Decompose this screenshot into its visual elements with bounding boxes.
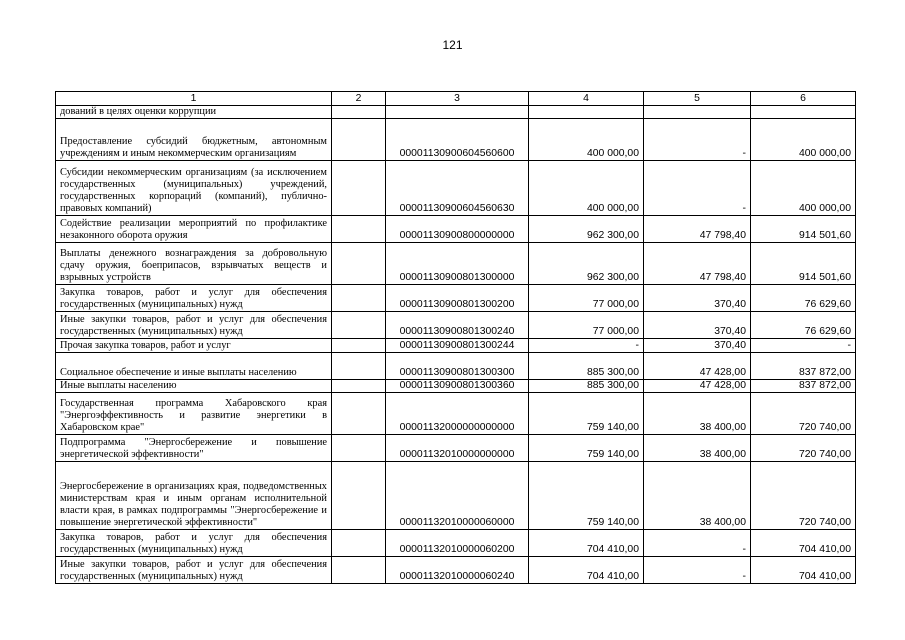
row-code: 00001130900800000000 bbox=[386, 216, 529, 243]
row-done: 370,40 bbox=[644, 312, 751, 339]
row-code: 00001130900801300000 bbox=[386, 243, 529, 285]
row-code: 00001132010000060000 bbox=[386, 462, 529, 530]
row-name: Содействие реализации мероприятий по профилактике незаконного оборота оружия bbox=[56, 216, 332, 243]
row-code: 00001132010000060240 bbox=[386, 557, 529, 584]
row-plan: 400 000,00 bbox=[529, 161, 644, 216]
row-col2 bbox=[332, 106, 386, 119]
row-rest: 400 000,00 bbox=[751, 119, 856, 161]
row-code: 00001130900801300200 bbox=[386, 285, 529, 312]
table-row bbox=[56, 161, 856, 216]
table-row bbox=[56, 339, 856, 353]
row-plan bbox=[529, 106, 644, 119]
row-done: 370,40 bbox=[644, 285, 751, 312]
row-done: - bbox=[644, 530, 751, 557]
header-col-2: 2 bbox=[332, 92, 386, 106]
row-plan: 77 000,00 bbox=[529, 312, 644, 339]
row-name: Государственная программа Хабаровского края "Энергоэффективность и развитие энергетики в Хабаровском крае" bbox=[56, 393, 332, 435]
header-col-5: 5 bbox=[644, 92, 751, 106]
row-plan: 962 300,00 bbox=[529, 243, 644, 285]
row-code: 00001130900604560630 bbox=[386, 161, 529, 216]
row-col2 bbox=[332, 285, 386, 312]
row-done: 47 428,00 bbox=[644, 353, 751, 380]
row-col2 bbox=[332, 216, 386, 243]
row-rest bbox=[751, 106, 856, 119]
row-code: 00001130900801300240 bbox=[386, 312, 529, 339]
row-col2 bbox=[332, 353, 386, 380]
table-row bbox=[56, 380, 856, 393]
row-rest: 837 872,00 bbox=[751, 353, 856, 380]
row-rest: 837 872,00 bbox=[751, 380, 856, 393]
table-row bbox=[56, 435, 856, 462]
table-header-row bbox=[56, 92, 856, 106]
row-code bbox=[386, 106, 529, 119]
table-row bbox=[56, 106, 856, 119]
row-plan: 704 410,00 bbox=[529, 557, 644, 584]
row-done: - bbox=[644, 557, 751, 584]
row-plan: 885 300,00 bbox=[529, 353, 644, 380]
row-col2 bbox=[332, 161, 386, 216]
row-name: Прочая закупка товаров, работ и услуг bbox=[56, 339, 332, 353]
table-row bbox=[56, 312, 856, 339]
row-done: - bbox=[644, 119, 751, 161]
row-plan: 400 000,00 bbox=[529, 119, 644, 161]
row-name: Предоставление субсидий бюджетным, автономным учреждениям и иным некоммерческим организациям bbox=[56, 119, 332, 161]
row-done: 38 400,00 bbox=[644, 393, 751, 435]
row-col2 bbox=[332, 339, 386, 353]
header-col-4: 4 bbox=[529, 92, 644, 106]
row-name: Энергосбережение в организациях края, подведомственных министерствам края и иным органам исполнительной власти края, в рамках подпрограммы "Энергосбережение и повышение энергетической эффективности" bbox=[56, 462, 332, 530]
row-done: 47 798,40 bbox=[644, 243, 751, 285]
header-col-3: 3 bbox=[386, 92, 529, 106]
row-done: - bbox=[644, 161, 751, 216]
row-name: Иные закупки товаров, работ и услуг для обеспечения государственных (муниципальных) нужд bbox=[56, 557, 332, 584]
row-code: 00001132010000060200 bbox=[386, 530, 529, 557]
row-rest: 914 501,60 bbox=[751, 243, 856, 285]
row-done: 370,40 bbox=[644, 339, 751, 353]
row-rest: 400 000,00 bbox=[751, 161, 856, 216]
table-row bbox=[56, 557, 856, 584]
row-name: дований в целях оценки коррупции bbox=[56, 106, 332, 119]
header-col-1: 1 bbox=[56, 92, 332, 106]
row-plan: 77 000,00 bbox=[529, 285, 644, 312]
row-done: 47 798,40 bbox=[644, 216, 751, 243]
row-col2 bbox=[332, 462, 386, 530]
row-col2 bbox=[332, 312, 386, 339]
row-done: 38 400,00 bbox=[644, 435, 751, 462]
row-rest: 704 410,00 bbox=[751, 557, 856, 584]
row-col2 bbox=[332, 243, 386, 285]
row-plan: 885 300,00 bbox=[529, 380, 644, 393]
row-rest: - bbox=[751, 339, 856, 353]
row-col2 bbox=[332, 557, 386, 584]
row-name: Иные выплаты населению bbox=[56, 380, 332, 393]
row-rest: 720 740,00 bbox=[751, 462, 856, 530]
row-col2 bbox=[332, 119, 386, 161]
budget-table bbox=[55, 91, 856, 584]
row-done: 47 428,00 bbox=[644, 380, 751, 393]
row-plan: 759 140,00 bbox=[529, 462, 644, 530]
row-rest: 720 740,00 bbox=[751, 435, 856, 462]
table-row bbox=[56, 530, 856, 557]
row-name: Иные закупки товаров, работ и услуг для обеспечения государственных (муниципальных) нужд bbox=[56, 312, 332, 339]
row-plan: 962 300,00 bbox=[529, 216, 644, 243]
row-col2 bbox=[332, 380, 386, 393]
table-row bbox=[56, 462, 856, 530]
row-rest: 704 410,00 bbox=[751, 530, 856, 557]
row-code: 00001130900801300244 bbox=[386, 339, 529, 353]
row-name: Подпрограмма "Энергосбережение и повышение энергетической эффективности" bbox=[56, 435, 332, 462]
row-plan: - bbox=[529, 339, 644, 353]
row-code: 00001130900801300300 bbox=[386, 353, 529, 380]
row-name: Выплаты денежного вознаграждения за добровольную сдачу оружия, боеприпасов, взрывчатых веществ и взрывных устройств bbox=[56, 243, 332, 285]
row-done: 38 400,00 bbox=[644, 462, 751, 530]
header-col-6: 6 bbox=[751, 92, 856, 106]
row-code: 00001132000000000000 bbox=[386, 393, 529, 435]
row-name: Закупка товаров, работ и услуг для обеспечения государственных (муниципальных) нужд bbox=[56, 285, 332, 312]
table-row bbox=[56, 216, 856, 243]
row-plan: 704 410,00 bbox=[529, 530, 644, 557]
row-plan: 759 140,00 bbox=[529, 435, 644, 462]
table-row bbox=[56, 285, 856, 312]
row-code: 00001132010000000000 bbox=[386, 435, 529, 462]
row-rest: 720 740,00 bbox=[751, 393, 856, 435]
table-row bbox=[56, 243, 856, 285]
row-code: 00001130900801300360 bbox=[386, 380, 529, 393]
row-rest: 76 629,60 bbox=[751, 285, 856, 312]
row-col2 bbox=[332, 530, 386, 557]
row-col2 bbox=[332, 393, 386, 435]
page-number: 121 bbox=[442, 38, 463, 52]
row-name: Социальное обеспечение и иные выплаты населению bbox=[56, 353, 332, 380]
row-code: 00001130900604560600 bbox=[386, 119, 529, 161]
row-done bbox=[644, 106, 751, 119]
row-plan: 759 140,00 bbox=[529, 393, 644, 435]
row-name: Субсидии некоммерческим организациям (за исключением государственных (муниципальных) учреждений, государственных корпораций (компаний), публично-правовых компаний) bbox=[56, 161, 332, 216]
row-col2 bbox=[332, 435, 386, 462]
row-rest: 914 501,60 bbox=[751, 216, 856, 243]
table-row bbox=[56, 353, 856, 380]
table-row bbox=[56, 393, 856, 435]
table-row bbox=[56, 119, 856, 161]
row-name: Закупка товаров, работ и услуг для обеспечения государственных (муниципальных) нужд bbox=[56, 530, 332, 557]
row-rest: 76 629,60 bbox=[751, 312, 856, 339]
